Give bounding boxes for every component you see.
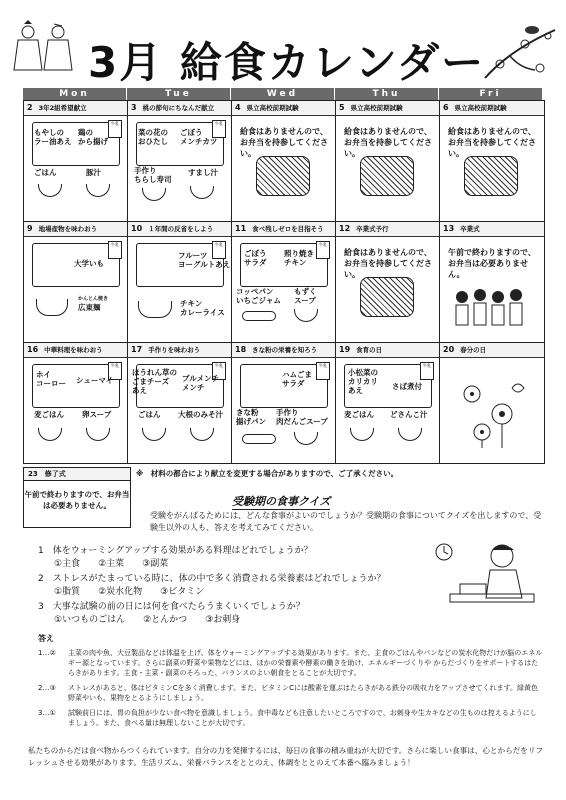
day-number: 11 [235,224,247,233]
quiz-question: 1 体をウォーミングアップする効果がある料理はどれでしょうか？ ①主食 ②主菜 ③副菜 [38,546,313,569]
day-theme: 3年2組希望献立 [38,104,87,112]
menu-item: すまし汁 [188,168,218,177]
day-cell [24,101,128,221]
menu-item: 鶏の から揚げ [78,128,108,146]
day-number: 2 [27,103,33,112]
day-theme: きな粉の栄養を知ろう [252,346,318,354]
day-number: 20 [443,345,455,354]
menu-item: もやしの ラー油あえ [34,128,72,146]
closing-message: 私たちのからだは食べ物からつくられています。自分の力を発揮するには、毎日の食事の積み重ねが大切です。さらに楽しい食事は、心とからだをリフレッシュさせる効果があります。生活リズム、栄養バランスをととのえ、体調をととのえて本番へ臨みましょう！ [28,746,544,767]
menu-item: 大学いも [74,259,104,268]
milk-carton-icon: 牛乳 [108,362,122,380]
menu-item: 手作り 肉だんごスープ [276,408,328,426]
weekday-fri: Fri [439,88,543,100]
soup-bowl-icon [190,186,214,199]
menu-item: ブルメンチ メンチ [182,374,219,392]
no-lunch-notice: 給食はありませんので、お弁当を持参してください。 [240,127,328,158]
menu-change-note: ※ 材料の都合により献立を変更する場合がありますので、ご了承ください。 [136,469,399,478]
bread-icon [242,311,276,321]
graduates-icon [450,281,534,331]
day-theme: 春分の日 [460,346,487,354]
bento-box-icon [464,156,518,196]
day-cell [128,222,232,342]
menu-item: 手作り ちらし寿司 [134,166,172,184]
quiz-title: 受験期の食事クイズ [232,495,331,508]
day-number: 6 [443,103,449,112]
week-row [24,101,544,222]
rice-bowl-icon [38,428,62,441]
answers-heading: 答え [38,634,54,643]
day-cell [440,343,544,463]
bread-icon [242,434,276,444]
menu-item: さば煮付 [392,382,422,391]
menu-item: 卵スープ [82,410,112,419]
menu-item: どさんこ汁 [390,410,428,419]
day-theme: 県立高校前期試験 [350,104,403,112]
no-lunch-notice: 午前で終わりますので、お弁当は必要ありません。 [448,248,536,279]
rice-bowl-icon [142,428,166,441]
day-cell [232,101,336,221]
day-cell [336,222,440,342]
milk-carton-icon: 牛乳 [316,362,330,380]
day-theme: 中華料理を味わおう [44,346,103,354]
soup-bowl-icon [86,184,110,197]
day-theme: 県立高校前期試験 [246,104,299,112]
menu-item: 広東麺 [78,303,101,312]
hina-dolls-icon [8,18,78,78]
bento-box-icon [360,156,414,196]
curry-plate-icon [138,301,172,318]
menu-item: フルーツ ヨーグルトあえ [178,251,231,269]
menu-item: 小松菜の カリカリ あえ [348,368,378,395]
day-cell [24,343,128,463]
weekday-tue: Tue [127,88,231,100]
day-theme: 食べ残しゼロを目指そう [252,225,324,233]
no-lunch-notice: 給食はありませんので、お弁当を持参してください。 [448,127,536,158]
day-cell [440,101,544,221]
menu-item: ほうれん草の ごまチーズ あえ [132,368,177,395]
menu-item: きな粉 揚げパン [236,408,266,426]
rice-bowl-icon [350,428,374,441]
day-number: 13 [443,224,455,233]
day-number: 23 [28,470,38,478]
menu-item: 麦ごはん [34,410,64,419]
week-row [24,343,544,463]
day-number: 5 [339,103,345,112]
day-23-header [23,467,131,480]
weekday-wed: Wed [231,88,335,100]
spring-flowers-icon [452,374,532,450]
day-cell [232,343,336,463]
weekday-mon: Mon [23,88,127,100]
milk-carton-icon: 牛乳 [212,241,226,259]
day-theme: 手作りを味わおう [148,346,201,354]
day-theme: 食育の日 [356,346,383,354]
soup-bowl-icon [398,428,422,441]
menu-item: 豚汁 [86,168,101,177]
day-number: 17 [131,345,143,354]
answer-item: 2…③ ストレスがあると、体はビタミンCを多く消費します。また、ビタミンCには酸素を運ぶはたらきがある鉄分の吸収力をアップさせてくれます。緑黄色野菜やいも、果物をとるようにしましょう。 [38,684,538,702]
noodle-bowl-icon [36,299,68,316]
day-cell [128,343,232,463]
weekday-header [23,88,543,100]
rice-bowl-icon [38,184,62,197]
menu-item: チキン カレーライス [180,299,225,317]
day-theme: 卒業式予行 [356,225,389,233]
day-cell [24,222,128,342]
menu-item: 照り焼き チキン [284,249,314,267]
milk-carton-icon: 牛乳 [212,362,226,380]
menu-item: コッペパン いちごジャム [236,287,281,305]
day-number: 12 [339,224,351,233]
day-theme: 県立高校前期試験 [454,104,507,112]
day-number: 3 [131,103,137,112]
day-cell [440,222,544,342]
soup-bowl-icon [294,309,318,322]
day-number: 19 [339,345,351,354]
day-theme: 卒業式 [460,225,480,233]
answer-item: 1…② 主菜の肉や魚、大豆製品などは体温を上げ、体をウォーミングアップする効果があります。また、主食のごはんやパンなどの炭水化物だけが脳のエネルギー源となっています。さらに副菜の野菜や果物などには、ほかの栄養素や酵素の働きを助け、エネルギーづくりや からだづくりをサポートするはたらきがあります。主食・主菜・副菜のそろった、バランスのよい朝食をとることが大切です。 [38,649,543,677]
rice-bowl-icon [142,188,166,201]
menu-item: ごはん [34,168,57,177]
soup-bowl-icon [294,432,318,445]
day-cell [232,222,336,342]
calendar-grid [23,100,545,464]
answers-section [38,634,543,733]
menu-item: ごはん [138,410,161,419]
day-theme: １年間の反省をしよう [148,225,214,233]
week-row [24,222,544,343]
day-number: 4 [235,103,241,112]
menu-item: シューマイ [76,376,114,385]
no-lunch-notice: 給食はありませんので、お弁当を持参してください。 [344,127,432,158]
soup-bowl-icon [190,428,214,441]
menu-item: 大根のみそ汁 [178,410,223,419]
menu-item: ごぼう メンチカツ [180,128,218,146]
milk-carton-icon: 牛乳 [212,120,226,138]
no-lunch-notice: 給食はありませんので、お弁当を持参してください。 [344,248,432,279]
menu-item: ホイ コーロー [36,370,66,388]
day-number: 10 [131,224,143,233]
day-cell [336,343,440,463]
milk-carton-icon: 牛乳 [420,362,434,380]
answer-item: 3…① 試験前日には、胃の負担が少ない食べ物を意識しましょう。食中毒なども注意したいところですので、お刺身や生カキなどの生ものは控えるようにしましょう。また、食べる量は無理しないことが大切です。 [38,709,537,727]
quiz-intro: 受験をがんばるためには、どんな食事がよいのでしょうか？受験期の食事についてクイズを出しますので、受験生以外の人も、答えを考えてみてください。 [150,511,542,532]
bento-box-icon [256,156,310,196]
menu-item: ハムごま サラダ [282,370,312,388]
weekday-thu: Thu [335,88,439,100]
page-title: 3月 給食カレンダー [88,38,486,87]
plum-blossom-icon [480,20,560,82]
day-cell [128,101,232,221]
menu-item: かんとん焼き [78,296,109,302]
studying-student-icon [430,536,540,616]
soup-bowl-icon [86,428,110,441]
quiz-question: 3 大事な試験の前の日には何を食べたらうまくいくでしょうか？ ①いつものごはん ②とんかつ ③お刺身 [38,602,305,625]
milk-carton-icon: 牛乳 [108,120,122,138]
menu-item: ごぼう サラダ [244,249,267,267]
milk-carton-icon: 牛乳 [108,241,122,259]
menu-item: 麦ごはん [344,410,374,419]
day-theme: 地場産物を味わおう [38,225,98,233]
day-23-notice: 午前で終わりますので、お弁当は必要ありません。 [23,480,131,528]
menu-item: もずく スープ [294,287,317,305]
day-theme: 桃の節句にちなんだ献立 [142,104,215,112]
day-theme: 修了式 [44,470,66,478]
menu-item: 菜の花の おひたし [138,128,168,146]
quiz-question: 2 ストレスがたまっている時に、体の中で多く消費される栄養素はどれでしょうか？ ①脂質 ②炭水化物 ③ビタミン [38,574,386,597]
day-cell [336,101,440,221]
bento-box-icon [360,277,414,317]
day-number: 18 [235,345,247,354]
day-number: 9 [27,224,33,233]
milk-carton-icon: 牛乳 [316,241,330,259]
day-number: 16 [27,345,39,354]
